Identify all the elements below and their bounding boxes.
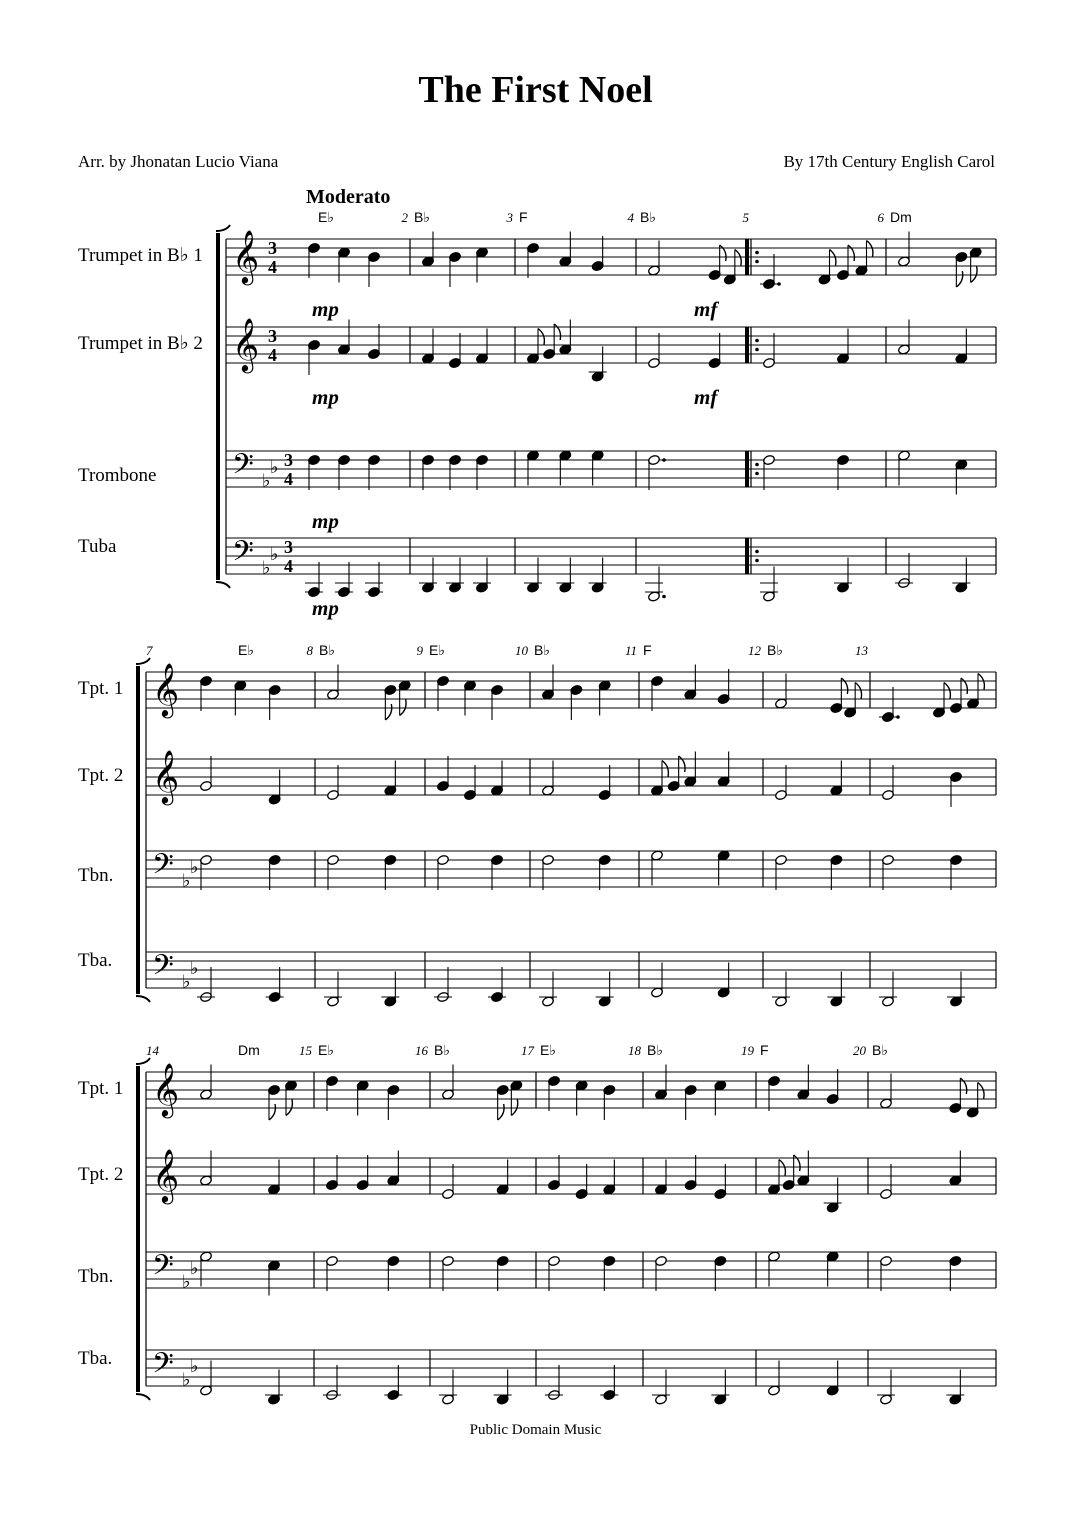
system-2 [78, 642, 996, 1007]
dynamic-marking: mp [312, 297, 339, 321]
treble-clef-icon: 𝄞 [152, 662, 180, 716]
key-flat-icon: ♭ [190, 1258, 199, 1279]
note-flag [269, 1104, 275, 1120]
measure-number: 2 [401, 210, 408, 225]
repeat-dot [755, 463, 759, 467]
treble-clef-icon: 𝄞 [232, 317, 260, 371]
bracket-top-hook [136, 658, 150, 664]
measure-number: 18 [628, 1043, 641, 1058]
note-flag [956, 271, 962, 287]
bass-clef-icon: 𝄢 [152, 1347, 174, 1387]
note-flag [841, 678, 847, 694]
bass-clef-icon: 𝄢 [232, 535, 254, 575]
dynamic-marking: mf [694, 385, 718, 409]
key-flat-icon: ♭ [182, 870, 191, 892]
instrument-label: Tbn. [78, 865, 114, 886]
chord-symbol: B♭ [640, 209, 656, 225]
key-flat-icon: ♭ [190, 857, 199, 878]
chord-symbol: E♭ [540, 1042, 556, 1058]
key-flat-icon: ♭ [182, 971, 191, 993]
dynamic-marking: mp [312, 596, 339, 620]
instrument-label: Tpt. 1 [78, 1078, 124, 1099]
repeat-dot [755, 339, 759, 343]
key-flat-icon: ♭ [190, 958, 199, 979]
chord-symbol: Dm [890, 209, 912, 225]
measure-number: 12 [748, 643, 761, 658]
measure-number: 7 [146, 643, 153, 658]
footer-text: Public Domain Music [469, 1422, 602, 1438]
key-flat-icon: ♭ [182, 1271, 191, 1293]
time-signature-top: 3 [284, 450, 293, 470]
chord-symbol: F [760, 1042, 769, 1058]
chord-symbol: B♭ [534, 642, 550, 658]
composer-credit: By 17th Century English Carol [783, 152, 995, 171]
key-flat-icon: ♭ [270, 457, 279, 478]
repeat-dot [755, 472, 759, 476]
measure-number: 20 [853, 1043, 866, 1058]
bass-clef-icon: 𝄢 [232, 448, 254, 488]
repeat-dot [755, 348, 759, 352]
chord-symbol: F [643, 642, 652, 658]
time-signature-bottom: 4 [268, 257, 277, 277]
instrument-label: Tba. [78, 950, 113, 971]
note-flag [498, 1104, 504, 1120]
measure-number: 3 [506, 210, 513, 225]
bracket-bottom-hook [216, 582, 230, 588]
bracket-bottom-hook [136, 1394, 150, 1400]
measure-number: 13 [855, 643, 868, 658]
treble-clef-icon: 𝄞 [152, 1148, 180, 1202]
measure-number: 9 [416, 643, 423, 658]
instrument-label: Trombone [78, 465, 157, 486]
instrument-label: Tpt. 1 [78, 678, 124, 699]
chord-symbol: E♭ [318, 1042, 334, 1058]
system-3 [78, 1042, 996, 1405]
key-flat-icon: ♭ [262, 470, 271, 492]
chord-symbol: B♭ [319, 642, 335, 658]
bass-clef-icon: 𝄢 [152, 1249, 174, 1289]
time-signature-top: 3 [284, 537, 293, 557]
measure-number: 11 [624, 643, 637, 658]
instrument-label: Tba. [78, 1348, 113, 1369]
measure-number: 5 [742, 210, 749, 225]
chord-symbol: E♭ [429, 642, 445, 658]
note-flag [794, 1155, 800, 1171]
system-1 [78, 186, 996, 620]
instrument-label: Tpt. 2 [78, 1164, 124, 1185]
dot [662, 458, 666, 462]
key-flat-icon: ♭ [182, 1369, 191, 1391]
note-flag [720, 245, 726, 261]
chord-symbol: B♭ [767, 642, 783, 658]
bracket-top-hook [136, 1058, 150, 1064]
measure-number: 14 [146, 1043, 159, 1058]
bass-clef-icon: 𝄢 [152, 949, 174, 989]
chord-symbol: E♭ [238, 642, 254, 658]
measure-number: 6 [877, 210, 884, 225]
dot [662, 595, 666, 599]
instrument-label: Tbn. [78, 1266, 114, 1287]
measure-number: 4 [627, 210, 634, 225]
note-flag [961, 678, 967, 694]
dynamic-marking: mf [694, 297, 718, 321]
chord-symbol: F [519, 209, 528, 225]
time-signature-bottom: 4 [284, 469, 293, 489]
treble-clef-icon: 𝄞 [152, 1062, 180, 1116]
key-flat-icon: ♭ [262, 557, 271, 579]
time-signature-bottom: 4 [284, 556, 293, 576]
instrument-label: Tpt. 2 [78, 765, 124, 786]
note-flag [554, 324, 560, 340]
repeat-dot [755, 260, 759, 264]
chord-symbol: B♭ [414, 209, 430, 225]
repeat-dot [755, 559, 759, 563]
repeat-dot [755, 251, 759, 255]
repeat-dot [755, 550, 759, 554]
instrument-label: Trumpet in B♭ 1 [78, 245, 203, 266]
treble-clef-icon: 𝄞 [152, 749, 180, 803]
chord-symbol: B♭ [647, 1042, 663, 1058]
measure-number: 19 [741, 1043, 754, 1058]
key-flat-icon: ♭ [190, 1356, 199, 1377]
page-title: The First Noel [418, 69, 653, 111]
chord-symbol: E♭ [318, 209, 334, 225]
time-signature-top: 3 [268, 326, 277, 346]
key-flat-icon: ♭ [270, 544, 279, 565]
instrument-label: Tuba [78, 536, 117, 557]
measure-number: 10 [515, 643, 528, 658]
note-flag [679, 756, 685, 772]
bracket-top-hook [216, 225, 230, 231]
measure-number: 17 [521, 1043, 534, 1058]
dynamic-marking: mp [312, 385, 339, 409]
measure-number: 15 [299, 1043, 312, 1058]
dynamic-marking: mp [312, 509, 339, 533]
note-flag [385, 704, 391, 720]
tempo-marking: Moderato [306, 186, 391, 208]
bracket-bottom-hook [136, 996, 150, 1002]
time-signature-bottom: 4 [268, 345, 277, 365]
arranger-credit: Arr. by Jhonatan Lucio Viana [78, 152, 279, 171]
chord-symbol: B♭ [872, 1042, 888, 1058]
instrument-label: Trumpet in B♭ 2 [78, 333, 203, 354]
note-flag [848, 245, 854, 261]
measure-number: 16 [415, 1043, 428, 1058]
chord-symbol: B♭ [434, 1042, 450, 1058]
measure-number: 8 [306, 643, 313, 658]
chord-symbol: Dm [238, 1042, 260, 1058]
time-signature-top: 3 [268, 238, 277, 258]
treble-clef-icon: 𝄞 [232, 229, 260, 283]
bass-clef-icon: 𝄢 [152, 848, 174, 888]
note-flag [960, 1078, 966, 1094]
